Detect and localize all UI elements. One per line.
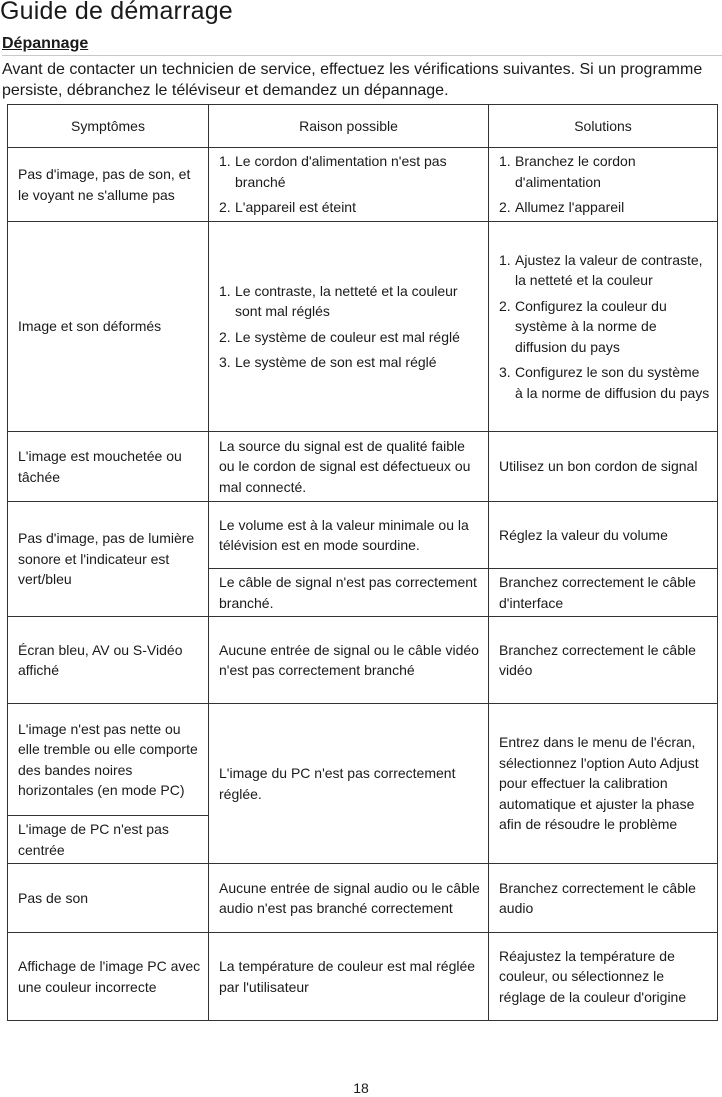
list-number: 3. [499, 364, 511, 381]
symptom-cell: Pas d'image, pas de son, et le voyant ne s'allume pas [8, 148, 209, 222]
table-row [8, 933, 718, 1021]
cause-cell: Aucune entrée de signal audio ou le câble audio n'est pas branché correctement [209, 864, 489, 933]
solution-cell: Réajustez la température de couleur, ou sélectionnez le réglage de la couleur d'origine [489, 933, 718, 1021]
symptom-cell: Pas d'image, pas de lumière sonore et l'indicateur est vert/bleu [8, 502, 209, 617]
list-item: 1. Le contraste, la netteté et la couleur sont mal réglés [219, 282, 458, 319]
symptom-cell: L'image est mouchetée ou tâchée [8, 432, 209, 502]
list-item: 2. Configurez la couleur du système à la norme de diffusion du pays [499, 297, 667, 355]
solution-cell [489, 148, 718, 222]
list-number: 2. [499, 297, 511, 314]
troubleshooting-table [7, 104, 718, 1021]
list-item: 3. Configurez le son du système à la norme de diffusion du pays [499, 364, 710, 401]
page-header-title: Guide de démarrage [0, 0, 233, 25]
solution-cell: Entrez dans le menu de l'écran, sélectionnez l'option Auto Adjust pour effectuer la calibration automatique et ajuster la phase afin de résoudre le problème [489, 704, 718, 864]
list-item: 1. Ajustez la valeur de contraste, la netteté et la couleur [499, 251, 703, 289]
section-title: Dépannage [2, 35, 722, 56]
list-item: 2. L'appareil est éteint [219, 197, 481, 218]
solution-cell: Utilisez un bon cordon de signal [489, 432, 718, 502]
intro-paragraph: Avant de contacter un technicien de service, effectuez les vérifications suivantes. Si un programme persiste, débranchez le téléviseur et demandez un dépannage. [2, 61, 703, 99]
solution-cell: Branchez correctement le câble vidéo [489, 617, 718, 704]
list-item: 2. Le système de couleur est mal réglé [219, 327, 481, 348]
table-header-row [8, 105, 718, 148]
list-number: 1. [499, 251, 511, 268]
solution-list [499, 151, 710, 218]
cause-cell: Aucune entrée de signal ou le câble vidéo n'est pas correctement branché [209, 617, 489, 704]
list-number: 1. [219, 282, 231, 299]
list-number: 1. [499, 153, 511, 170]
cause-list [219, 151, 481, 218]
table-row [8, 432, 718, 502]
list-item: 1. Branchez le cordon d'alimentation [499, 153, 636, 190]
symptom-cell: Pas de son [8, 864, 209, 933]
solution-cell [489, 222, 718, 432]
header-possible-cause: Raison possible [209, 105, 489, 148]
list-number: 2. [219, 328, 231, 345]
cause-cell: Le câble de signal n'est pas correctement branché. [209, 569, 489, 617]
table-row [8, 864, 718, 933]
cause-cell: La source du signal est de qualité faible ou le cordon de signal est défectueux ou mal connecté. [209, 432, 489, 502]
list-item: 1. Le cordon d'alimentation n'est pas branché [219, 153, 447, 190]
header-symptoms: Symptômes [8, 105, 209, 148]
page-number: 18 [353, 1080, 369, 1096]
symptom-cell: Affichage de l'image PC avec une couleur incorrecte [8, 933, 209, 1021]
solution-cell: Réglez la valeur du volume [489, 502, 718, 569]
table-row [8, 148, 718, 222]
cause-cell [209, 222, 489, 432]
table-row [8, 617, 718, 704]
cause-cell: La température de couleur est mal réglée par l'utilisateur [209, 933, 489, 1021]
cause-list [219, 281, 481, 373]
solution-cell: Branchez correctement le câble d'interface [489, 569, 718, 617]
list-number: 1. [219, 153, 231, 170]
solution-cell: Branchez correctement le câble audio [489, 864, 718, 933]
symptom-cell: L'image n'est pas nette ou elle tremble ou elle comporte des bandes noires horizontales (en mode PC) [8, 704, 209, 816]
symptom-cell: Image et son déformés [8, 222, 209, 432]
symptom-cell: Écran bleu, AV ou S-Vidéo affiché [8, 617, 209, 704]
list-item: 2. Allumez l'appareil [499, 197, 710, 218]
list-number: 2. [499, 199, 511, 216]
table-row [8, 502, 718, 569]
table-row [8, 704, 718, 816]
header-solutions: Solutions [489, 105, 718, 148]
symptom-cell: L'image de PC n'est pas centrée [8, 816, 209, 864]
list-number: 3. [219, 354, 231, 370]
cause-cell: Le volume est à la valeur minimale ou la télévision est en mode sourdine. [209, 502, 489, 569]
list-item: 3. Le système de son est mal réglé [219, 352, 481, 373]
cause-cell [209, 148, 489, 222]
solution-list [499, 250, 710, 404]
cause-cell: L'image du PC n'est pas correctement réglée. [209, 704, 489, 864]
list-number: 2. [219, 199, 231, 216]
table-row [8, 222, 718, 432]
